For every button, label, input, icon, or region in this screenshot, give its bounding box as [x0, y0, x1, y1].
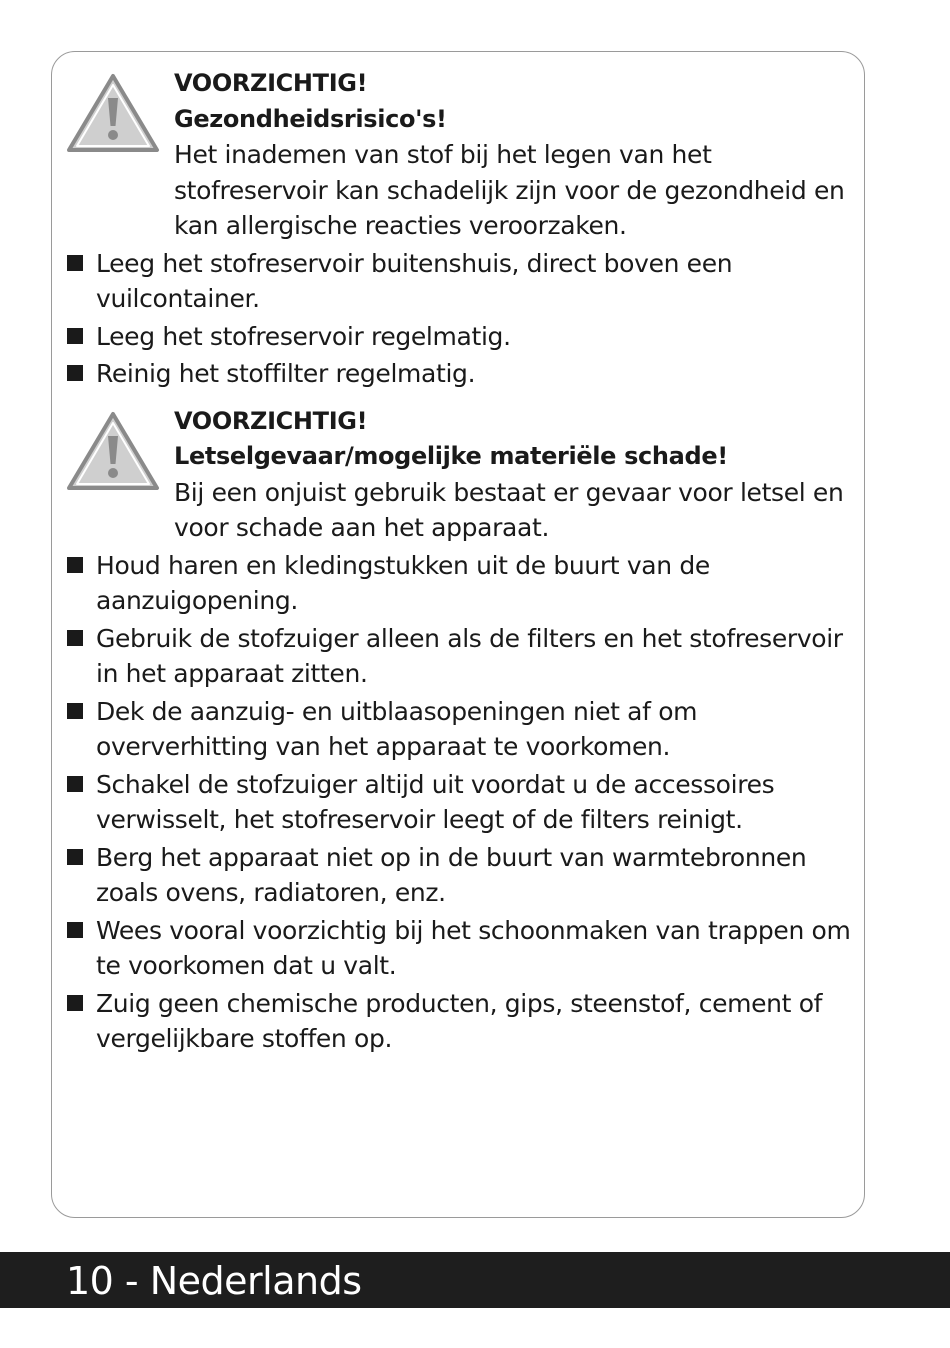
list-item [64, 986, 854, 1057]
bullet-square-icon [67, 328, 83, 344]
bullet-list-health [64, 246, 854, 392]
page-content [64, 66, 854, 1059]
list-item [64, 548, 854, 619]
warning-subtitle: Gezondheidsrisico's! [174, 104, 447, 133]
warning-text: Het inademen van stof bij het legen van het stofreservoir kan schadelijk zijn voor de gezondheid en kan allergische reacties veroorzaken. [174, 140, 845, 240]
bullet-square-icon [67, 630, 83, 646]
list-item-text: Schakel de stofzuiger altijd uit voordat u de accessoires verwisselt, het stofreservoir leegt of de filters reinigt. [96, 769, 775, 834]
bullet-square-icon [67, 703, 83, 719]
bullet-square-icon [67, 922, 83, 938]
list-item-text: Dek de aanzuig- en uitblaasopeningen niet af om oververhitting van het apparaat te voorkomen. [96, 696, 698, 761]
list-item-text: Berg het apparaat niet op in de buurt van warmtebronnen zoals ovens, radiatoren, enz. [96, 842, 807, 907]
list-item-text: Leeg het stofreservoir regelmatig. [96, 321, 511, 351]
bullet-square-icon [67, 849, 83, 865]
page-number-label: 10 - Nederlands [66, 1259, 362, 1303]
warning-triangle-icon [64, 408, 162, 494]
warning-injury [64, 404, 854, 546]
warning-triangle-icon [64, 70, 162, 156]
bullet-square-icon [67, 557, 83, 573]
page-footer [0, 1252, 950, 1308]
list-item [64, 621, 854, 692]
bullet-square-icon [67, 995, 83, 1011]
list-item [64, 694, 854, 765]
list-item [64, 840, 854, 911]
list-item [64, 356, 854, 392]
bullet-square-icon [67, 365, 83, 381]
warning-text: Bij een onjuist gebruik bestaat er gevaar voor letsel en voor schade aan het apparaat. [174, 477, 844, 542]
list-item-text: Reinig het stoffilter regelmatig. [96, 359, 476, 388]
list-item [64, 246, 854, 317]
list-item-text: Leeg het stofreservoir buitenshuis, direct boven een vuilcontainer. [96, 248, 733, 313]
bullet-square-icon [67, 255, 83, 271]
list-item-text: Zuig geen chemische producten, gips, steenstof, cement of vergelijkbare stoffen op. [96, 988, 823, 1053]
warning-health [64, 66, 854, 244]
bullet-square-icon [67, 776, 83, 792]
list-item-text: Houd haren en kledingstukken uit de buurt van de aanzuigopening. [96, 550, 710, 615]
warning-title: VOORZICHTIG! [174, 69, 368, 97]
warning-subtitle: Letselgevaar/mogelijke materiële schade! [174, 442, 728, 470]
list-item [64, 767, 854, 838]
warning-title: VOORZICHTIG! [174, 406, 368, 435]
list-item-text: Wees vooral voorzichtig bij het schoonmaken van trappen om te voorkomen dat u valt. [96, 915, 851, 980]
list-item [64, 913, 854, 984]
list-item-text: Gebruik de stofzuiger alleen als de filters en het stofreservoir in het apparaat zitten. [96, 623, 843, 688]
list-item [64, 319, 854, 355]
bullet-list-injury [64, 548, 854, 1057]
